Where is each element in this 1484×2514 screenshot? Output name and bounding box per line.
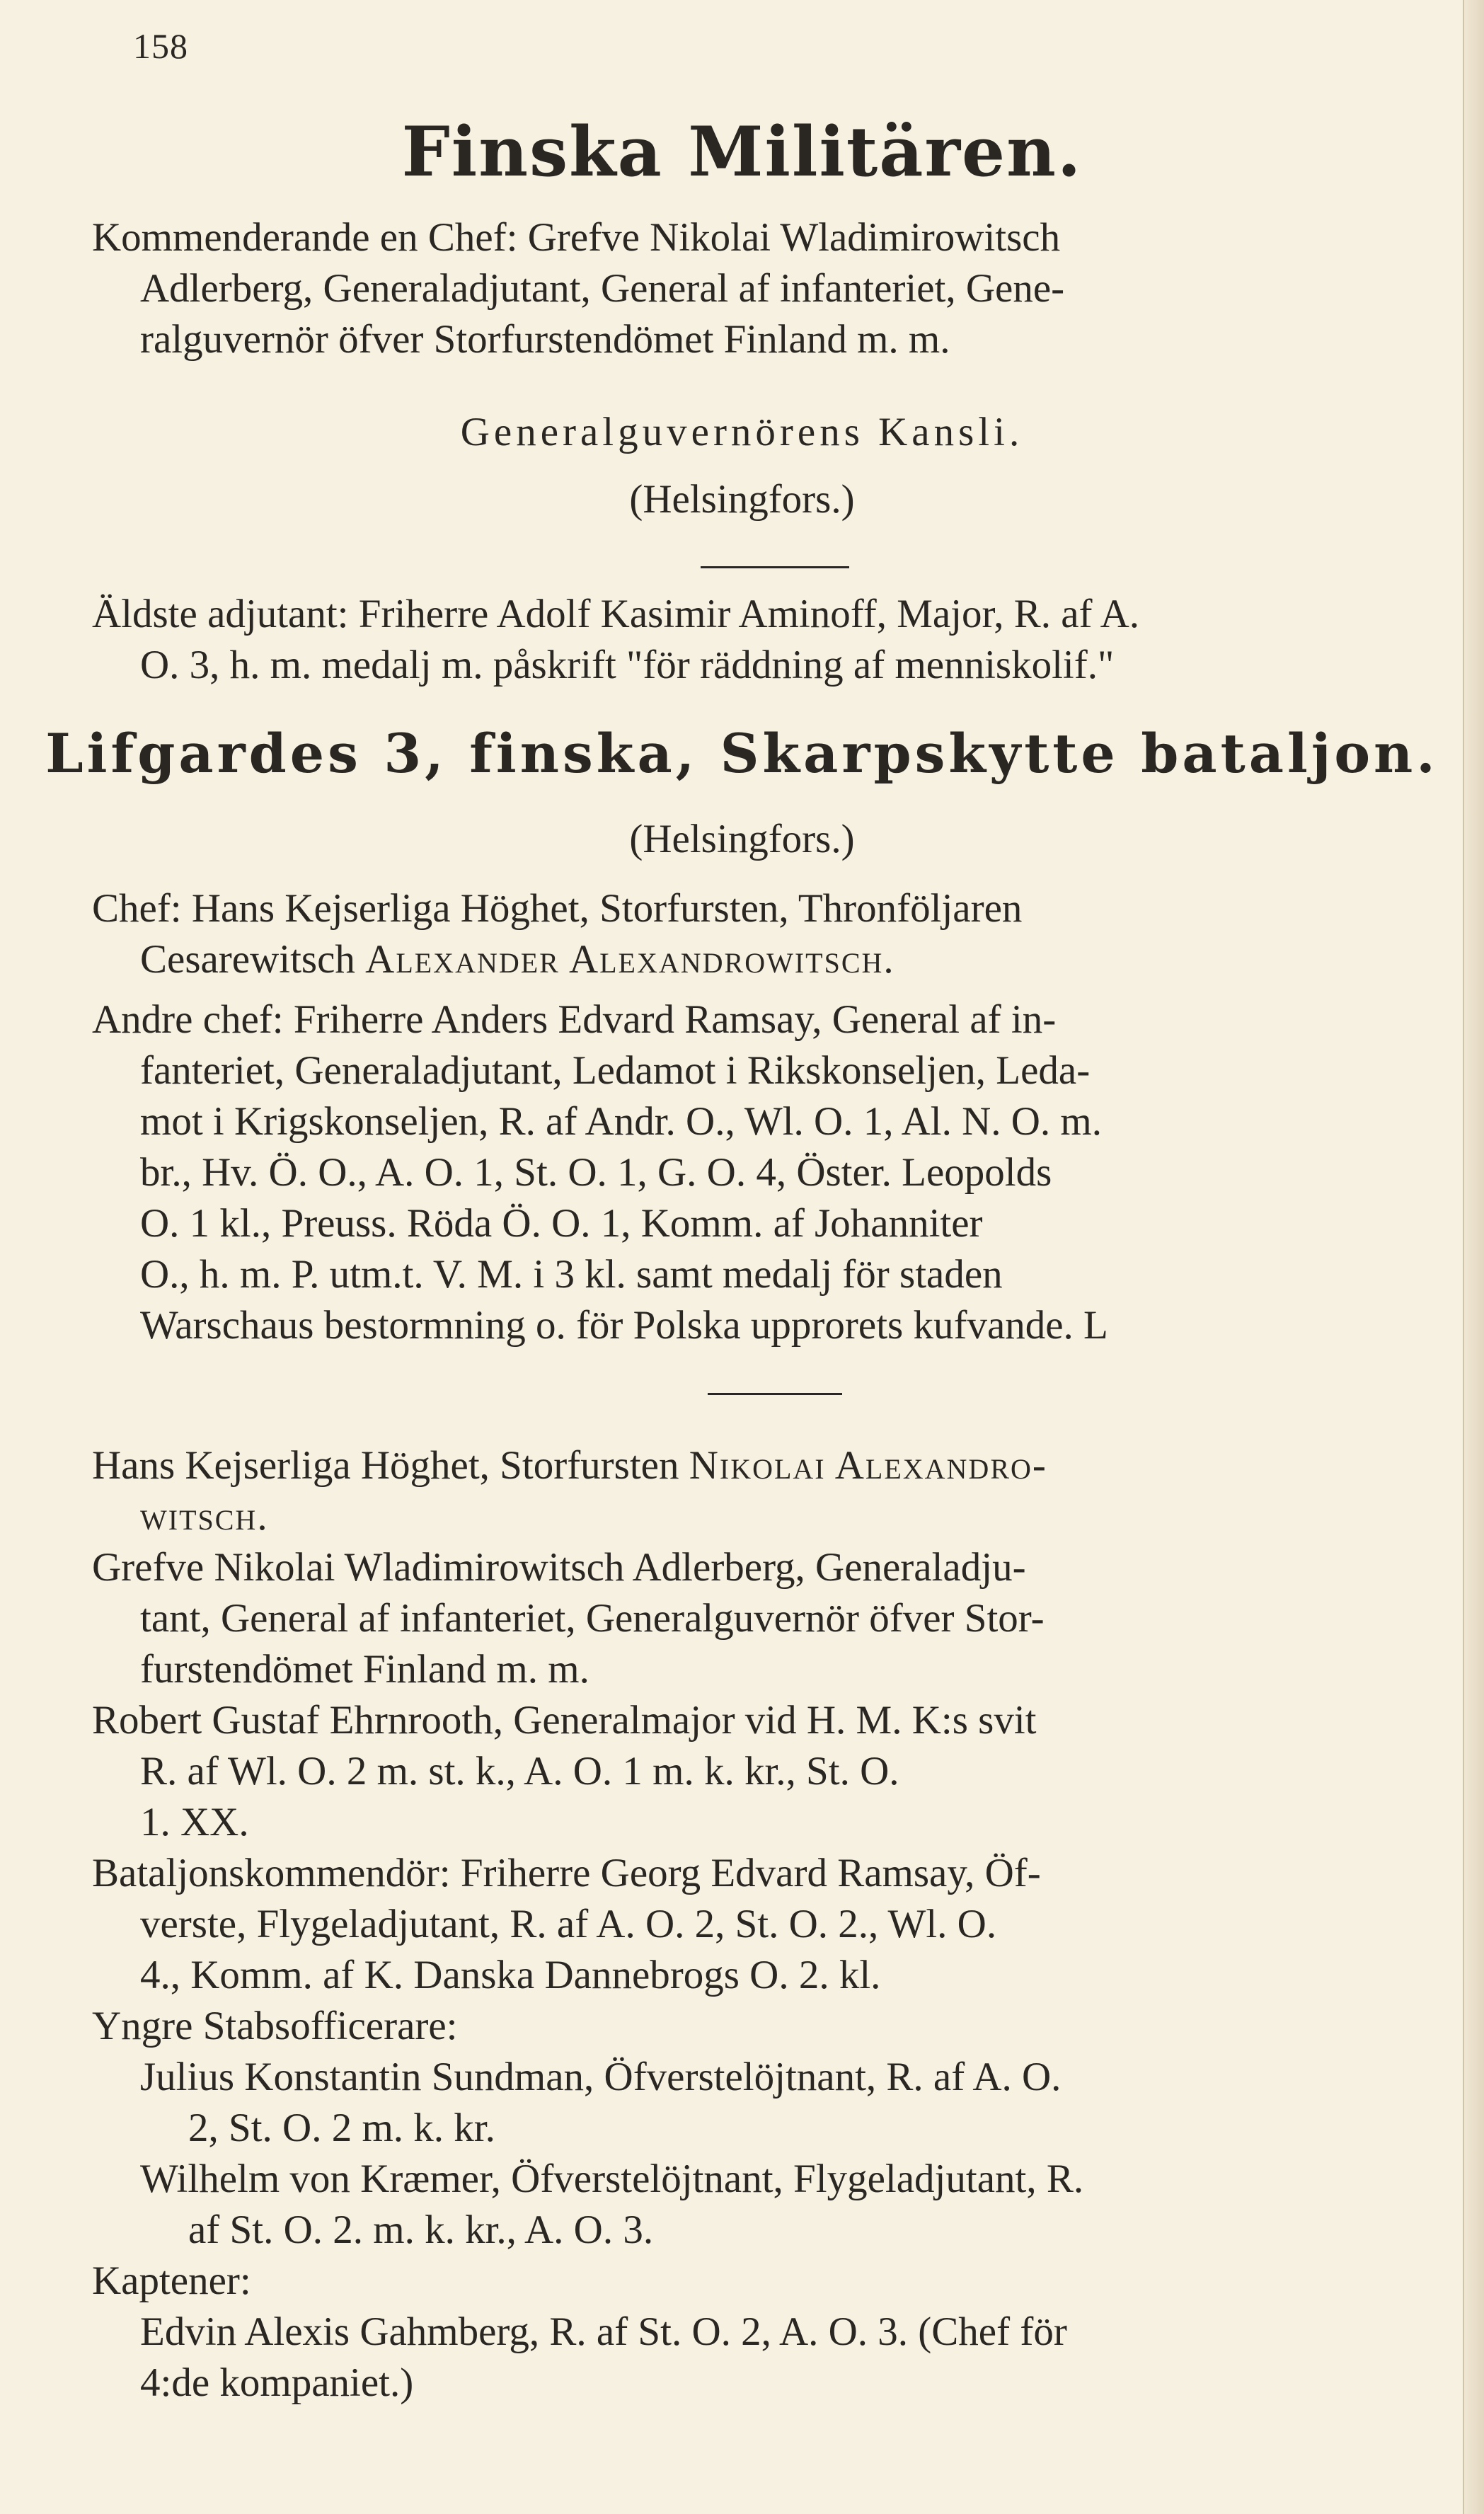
text-line: Andre chef: Friherre Anders Edvard Ramsay, General af in-	[92, 997, 1057, 1042]
text-line: Julius Konstantin Sundman, Öfverstelöjtnant, R. af A. O.	[140, 2055, 1062, 2099]
andre-chef-paragraph	[92, 994, 1479, 1351]
text-line: verste, Flygeladjutant, R. af A. O. 2, St. O. 2., Wl. O.	[140, 1902, 997, 1946]
members-list	[92, 1440, 1479, 2409]
member-entry	[92, 1695, 1479, 1848]
adjutant-paragraph	[92, 589, 1479, 691]
text-line: R. af Wl. O. 2 m. st. k., A. O. 1 m. k. kr., St. O.	[140, 1749, 899, 1793]
text-line: Äldste adjutant: Friherre Adolf Kasimir Aminoff, Major, R. af A.	[92, 592, 1140, 636]
text-line: tant, General af infanteriet, Generalguvernör öfver Stor-	[140, 1596, 1045, 1641]
kommenderande-paragraph	[92, 212, 1479, 365]
text-line: 1. XX.	[140, 1800, 249, 1844]
text-line: Wilhelm von Kræmer, Öfverstelöjtnant, Flygeladjutant, R.	[140, 2157, 1084, 2201]
text-line: O., h. m. P. utm.t. V. M. i 3 kl. samt medalj för staden	[140, 1252, 1003, 1297]
text-line: af St. O. 2. m. k. kr., A. O. 3.	[188, 2208, 654, 2252]
text-span: Hans Kejserliga Höghet, Storfursten	[92, 1443, 689, 1488]
chef-paragraph	[92, 883, 1479, 985]
text-line: O. 3, h. m. medalj m. påskrift "för räddning af menniskolif."	[140, 643, 1115, 687]
text-line: fanteriet, Generaladjutant, Ledamot i Rikskonseljen, Leda-	[140, 1048, 1091, 1093]
member-entry	[92, 1542, 1479, 1695]
member-entry	[92, 2307, 1479, 2409]
lifgardes-location: (Helsingfors.)	[629, 817, 855, 861]
text-line: 2, St. O. 2 m. k. kr.	[188, 2106, 495, 2150]
kansli-location: (Helsingfors.)	[629, 477, 855, 522]
text-line: Kommenderande en Chef: Grefve Nikolai Wladimirowitsch	[92, 215, 1061, 260]
text-line: br., Hv. Ö. O., A. O. 1, St. O. 1, G. O. 4, Öster. Leopolds	[140, 1150, 1052, 1195]
text-line: Warschaus bestormning o. för Polska upprorets kufvande. L	[140, 1303, 1108, 1348]
text-line: furstendömet Finland m. m.	[140, 1647, 589, 1692]
text-span: Cesarewitsch	[140, 937, 366, 982]
page-number: 158	[133, 26, 188, 66]
member-entry	[92, 1848, 1479, 2001]
text-line: O. 1 kl., Preuss. Röda Ö. O. 1, Komm. af Johanniter	[140, 1201, 983, 1246]
text-line: ralguvernör öfver Storfurstendömet Finland m. m.	[140, 317, 950, 362]
text-line: Edvin Alexis Gahmberg, R. af St. O. 2, A. O. 3. (Chef för	[140, 2309, 1067, 2354]
yngre-label: Yngre Stabsofficerare:	[92, 2004, 458, 2048]
main-heading: Finska Militären.	[401, 112, 1083, 192]
text-line: 4., Komm. af K. Danska Dannebrogs O. 2. kl.	[140, 1953, 881, 1997]
section-rule	[708, 1393, 842, 1395]
member-entry	[92, 2052, 1479, 2154]
kaptener-label: Kaptener:	[92, 2258, 251, 2303]
text-line: 4:de kompaniet.)	[140, 2360, 414, 2405]
text-line: Bataljonskommendör: Friherre Georg Edvard Ramsay, Öf-	[92, 1851, 1041, 1895]
section-rule	[701, 566, 849, 568]
kansli-heading: Generalguvernörens Kansli.	[460, 410, 1024, 454]
text-line: Robert Gustaf Ehrnrooth, Generalmajor vid H. M. K:s svit	[92, 1698, 1037, 1743]
text-line: Adlerberg, Generaladjutant, General af infanteriet, Gene-	[140, 266, 1065, 311]
member-entry	[92, 2154, 1479, 2256]
name-smallcaps: Nikolai Alexandro-	[689, 1443, 1047, 1488]
name-smallcaps: Alexander Alexandrowitsch.	[365, 937, 895, 982]
text-line: Grefve Nikolai Wladimirowitsch Adlerberg, Generaladju-	[92, 1545, 1026, 1590]
text-line	[92, 934, 1479, 985]
lifgardes-heading: Lifgardes 3, finska, Skarpskytte bataljon.	[45, 722, 1439, 785]
text-line	[92, 1440, 1479, 1491]
name-smallcaps: witsch.	[140, 1494, 269, 1539]
text-line: Chef: Hans Kejserliga Höghet, Storfursten, Thronföljaren	[92, 886, 1023, 931]
text-line: mot i Krigskonseljen, R. af Andr. O., Wl. O. 1, Al. N. O. m.	[140, 1099, 1102, 1144]
